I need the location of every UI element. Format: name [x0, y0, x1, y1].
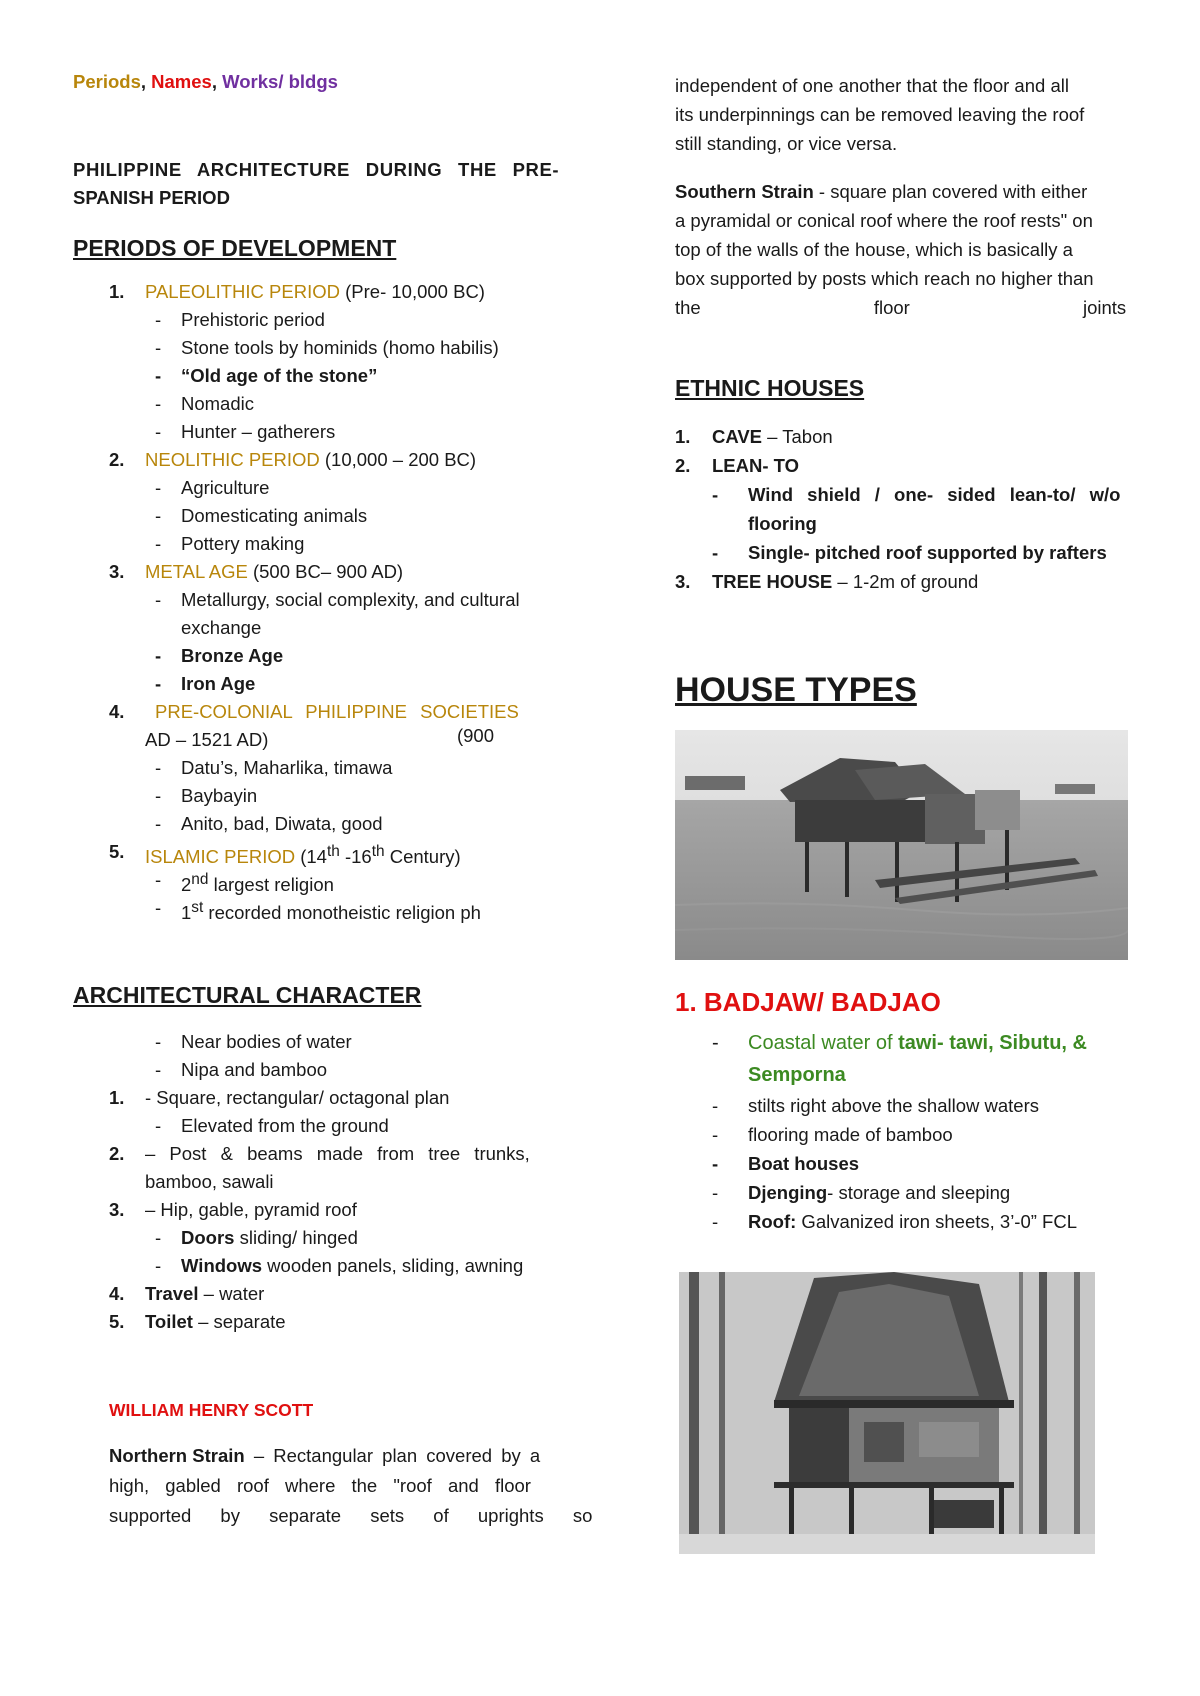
- legend-names: Names: [151, 71, 212, 92]
- ethnic-item-2: 2. LEAN- TO: [675, 455, 800, 476]
- legend-line: Periods, Names, Works/ bldgs: [73, 71, 338, 92]
- title-line-1: PHILIPPINE ARCHITECTURE DURING THE PRE-: [73, 159, 560, 180]
- southern-line-3: top of the walls of the house, which is basically a: [675, 239, 1073, 260]
- list-item: - Iron Age: [155, 673, 256, 694]
- periods-heading: PERIODS OF DEVELOPMENT: [73, 235, 397, 261]
- northern-line-6: still standing, or vice versa.: [675, 133, 898, 154]
- list-item: - Bronze Age: [155, 645, 284, 666]
- badjao-house-photo: [675, 730, 1128, 960]
- list-item: - Windows wooden panels, sliding, awning: [155, 1255, 524, 1276]
- list-item: - 2nd largest religion: [155, 869, 334, 896]
- period-3: 3. METAL AGE (500 BC– 900 AD): [109, 561, 404, 582]
- period-4: 4. PRE-COLONIAL PHILIPPINE SOCIETIES (900: [109, 701, 519, 746]
- list-item: - Wind shield / one- sided lean-to/ w/o: [712, 484, 1121, 505]
- northern-line-2: high, gabled roof where the "roof and floor: [109, 1475, 531, 1496]
- list-item: - Metallurgy, social complexity, and cultural: [155, 589, 520, 610]
- northern-line-4: independent of one another that the floor and all: [675, 75, 1069, 96]
- period-5: 5. ISLAMIC PERIOD (14th -16th Century): [109, 841, 461, 868]
- southern-line-1: Southern Strain - square plan covered with either: [675, 181, 1088, 202]
- list-item: - “Old age of the stone”: [155, 365, 378, 386]
- list-item: - Elevated from the ground: [155, 1115, 389, 1136]
- stilt-house-illustration: [675, 730, 1128, 960]
- list-item: - Djenging- storage and sleeping: [712, 1182, 1011, 1203]
- list-item: - Doors sliding/ hinged: [155, 1227, 358, 1248]
- ethnic-item-1: 1. CAVE – Tabon: [675, 426, 833, 447]
- arch-item-5: 5. Toilet – separate: [109, 1311, 286, 1332]
- arch-item-2-continued: bamboo, sawali: [145, 1171, 274, 1192]
- list-item: - Baybayin: [155, 785, 258, 806]
- list-item: - Stone tools by hominids (homo habilis): [155, 337, 499, 358]
- list-item: - 1st recorded monotheistic religion ph: [155, 897, 481, 924]
- bamboo-house-illustration: [679, 1272, 1095, 1554]
- list-item: - Prehistoric period: [155, 309, 325, 330]
- list-item: - Hunter – gatherers: [155, 421, 336, 442]
- southern-line-4: box supported by posts which reach no higher than: [675, 268, 1094, 289]
- arch-item-3: 3. – Hip, gable, pyramid roof: [109, 1199, 357, 1220]
- list-item-continued: flooring: [748, 513, 817, 534]
- list-item: - Single- pitched roof supported by rafters: [712, 542, 1107, 563]
- legend-works: Works/ bldgs: [222, 71, 338, 92]
- legend-periods: Periods: [73, 71, 141, 92]
- title-line-2: SPANISH PERIOD: [73, 187, 230, 208]
- list-item: - Near bodies of water: [155, 1031, 352, 1052]
- house-types-heading: HOUSE TYPES: [675, 671, 917, 709]
- list-item: - flooring made of bamboo: [712, 1124, 953, 1145]
- northern-line-1: Northern Strain – Rectangular plan covered by a: [109, 1445, 541, 1466]
- list-item: - Anito, bad, Diwata, good: [155, 813, 383, 834]
- list-item: - Nomadic: [155, 393, 254, 414]
- arch-item-2: 2. – Post & beams made from tree trunks,: [109, 1143, 530, 1164]
- list-item: - Roof: Galvanized iron sheets, 3’-0” FCL: [712, 1211, 1078, 1232]
- arch-heading: ARCHITECTURAL CHARACTER: [73, 982, 422, 1008]
- period-4-range: AD – 1521 AD): [145, 729, 269, 750]
- northern-line-3: supported by separate sets of uprights so: [109, 1505, 593, 1526]
- northern-line-5: its underpinnings can be removed leaving the roof: [675, 104, 1085, 125]
- badjao-heading: 1. BADJAW/ BADJAO: [675, 987, 941, 1017]
- southern-line-5: the floor joints: [675, 297, 1127, 318]
- list-item: - Pottery making: [155, 533, 305, 554]
- period-2: 2. NEOLITHIC PERIOD (10,000 – 200 BC): [109, 449, 477, 470]
- list-item: - stilts right above the shallow waters: [712, 1095, 1039, 1116]
- arch-item-4: 4. Travel – water: [109, 1283, 265, 1304]
- scott-heading: WILLIAM HENRY SCOTT: [109, 1400, 314, 1420]
- list-item-continued: exchange: [181, 617, 262, 638]
- list-item-continued: Semporna: [748, 1064, 846, 1086]
- arch-item-1: 1. - Square, rectangular/ octagonal plan: [109, 1087, 450, 1108]
- list-item: - Boat houses: [712, 1153, 860, 1174]
- list-item: - Nipa and bamboo: [155, 1059, 328, 1080]
- bamboo-house-photo: [679, 1272, 1095, 1554]
- southern-line-2: a pyramidal or conical roof where the roof rests" on: [675, 210, 1093, 231]
- ethnic-item-3: 3. TREE HOUSE – 1-2m of ground: [675, 571, 979, 592]
- list-item: - Datu’s, Maharlika, timawa: [155, 757, 393, 778]
- list-item: - Coastal water of tawi- tawi, Sibutu, &: [712, 1032, 1087, 1054]
- ethnic-heading: ETHNIC HOUSES: [675, 375, 865, 401]
- list-item: - Domesticating animals: [155, 505, 368, 526]
- period-1: 1. PALEOLITHIC PERIOD (Pre- 10,000 BC): [109, 281, 485, 302]
- list-item: - Agriculture: [155, 477, 270, 498]
